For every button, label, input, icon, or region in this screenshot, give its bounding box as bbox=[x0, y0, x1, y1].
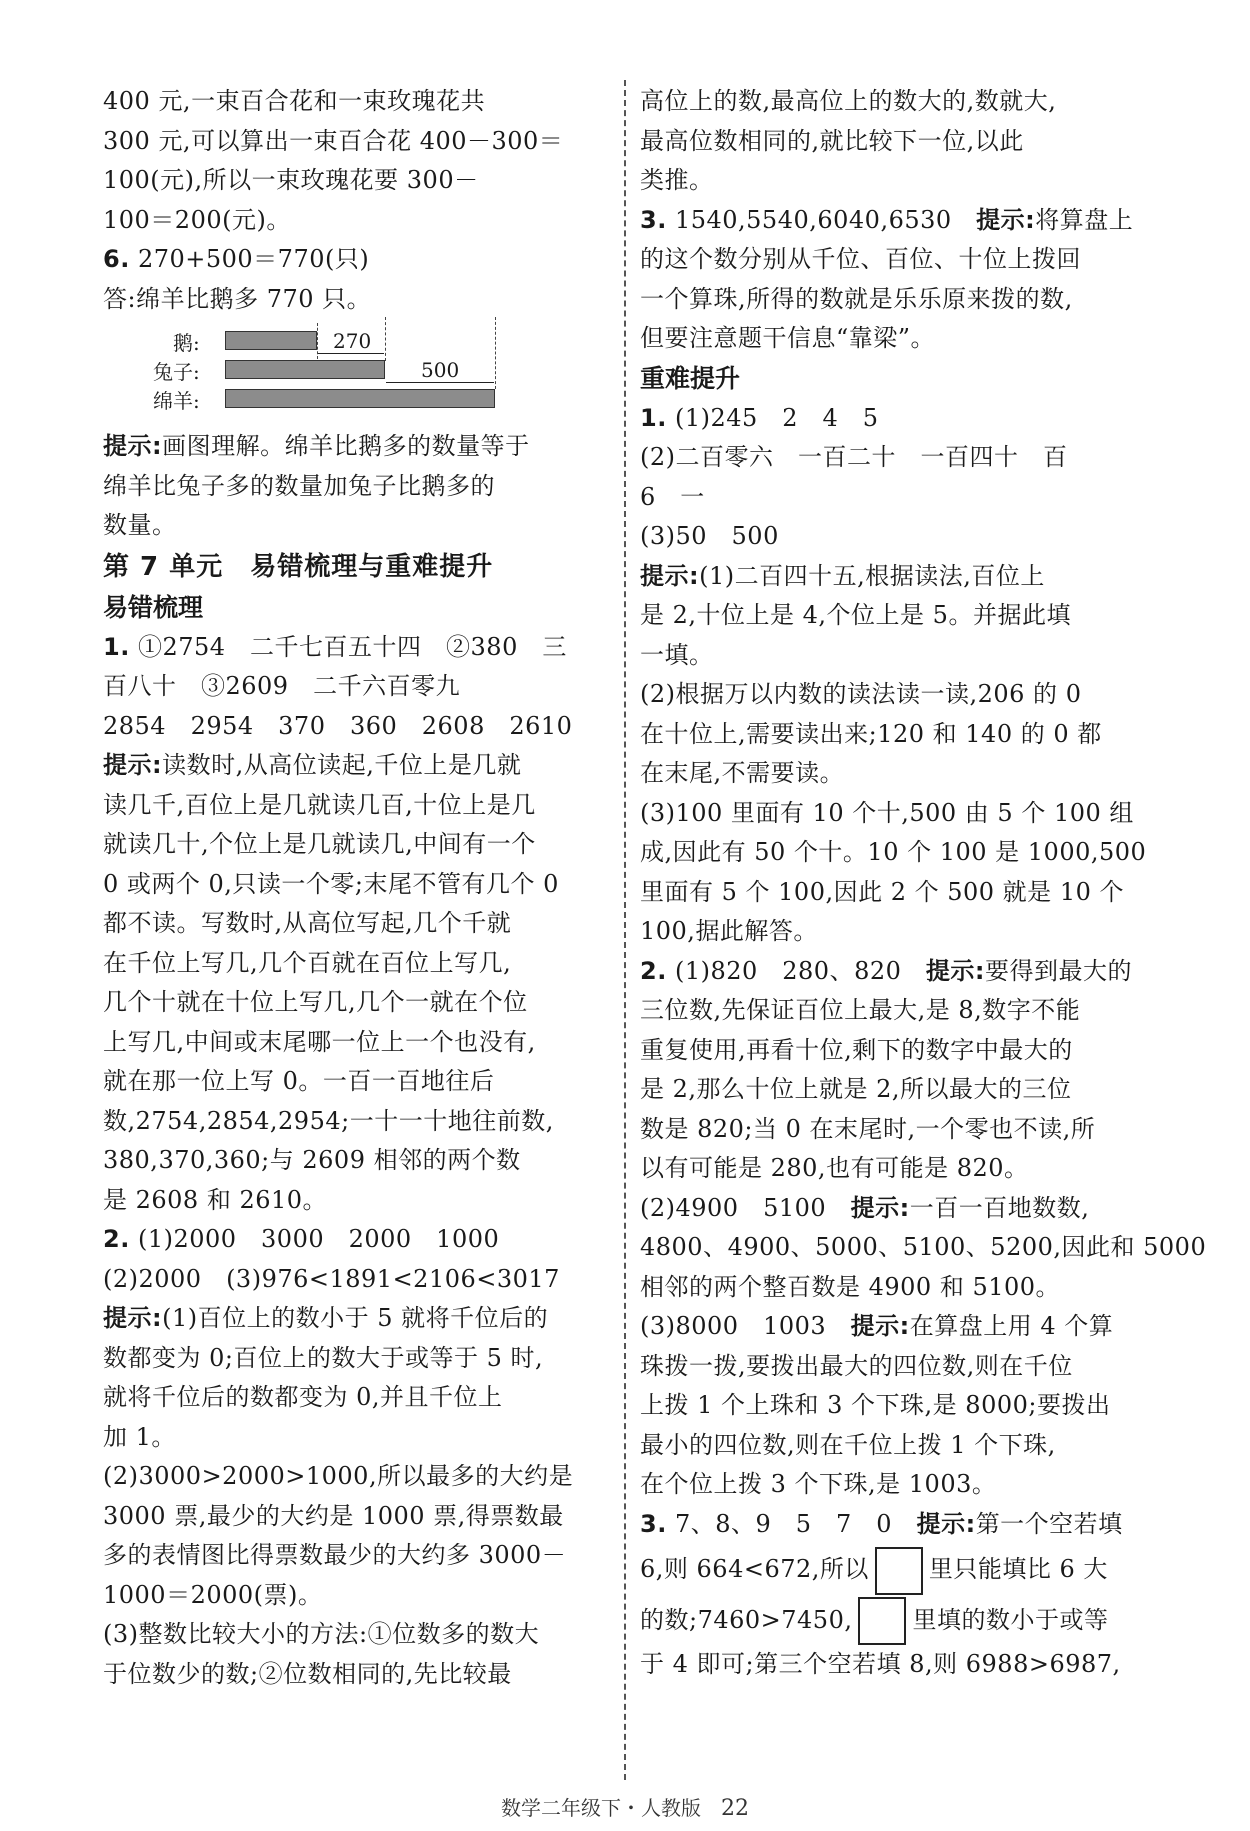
text-line: 就在那一位上写 0。一百一百地往后 bbox=[103, 1067, 495, 1095]
text-line: 100,据此解答。 bbox=[640, 917, 818, 945]
text-line: 1000＝2000(票)。 bbox=[103, 1580, 323, 1609]
hint-line: 提示:读数时,从高位读起,千位上是几就 bbox=[103, 751, 522, 779]
answer-box bbox=[858, 1597, 906, 1645]
question-6 bbox=[103, 240, 608, 280]
page-footer bbox=[0, 1792, 1250, 1821]
column-divider bbox=[624, 80, 626, 1780]
text-line: 高位上的数,最高位上的数大的,数就大, bbox=[640, 87, 1057, 115]
text-line: 100(元),所以一束玫瑰花要 300－ bbox=[103, 166, 479, 194]
text-line: 上拨 1 个上珠和 3 个下珠,是 8000;要拨出 bbox=[640, 1391, 1111, 1419]
hint-line: 提示:(1)百位上的数小于 5 就将千位后的 bbox=[103, 1304, 549, 1332]
value-500: 500 bbox=[421, 358, 460, 382]
right-column bbox=[640, 82, 1207, 1685]
text-line: 6,则 664<672,所以 里只能填比 6 大 bbox=[640, 1544, 1145, 1595]
hint-line: 提示:(1)二百四十五,根据读法,百位上 bbox=[640, 561, 1045, 590]
label-rabbit: 兔子: bbox=[153, 360, 200, 384]
text-line: 在末尾,不需要读。 bbox=[640, 759, 845, 787]
span-500 bbox=[386, 382, 494, 383]
text-line: 读几千,百位上是几就读几百,十位上是几 bbox=[103, 790, 536, 819]
text-line: (2)2000 (3)976<1891<2106<3017 bbox=[103, 1264, 560, 1293]
text-line: 三位数,先保证百位上最大,是 8,数字不能 bbox=[640, 996, 1081, 1024]
text-line: 加 1。 bbox=[103, 1422, 176, 1451]
question-3: 3. 1540,5540,6040,6530 提示:将算盘上 bbox=[640, 205, 1134, 234]
text-line: (2)4900 5100 提示:一百一百地数数, bbox=[640, 1193, 1090, 1222]
text-line: 里面有 5 个 100,因此 2 个 500 就是 10 个 bbox=[640, 877, 1124, 906]
text-line: 几个十就在十位上写几,几个一就在个位 bbox=[103, 988, 528, 1016]
text-line: 就将千位后的数都变为 0,并且千位上 bbox=[103, 1383, 503, 1411]
page-number: 22 bbox=[721, 1796, 749, 1821]
answer-box bbox=[875, 1547, 923, 1595]
text-line: 是 2608 和 2610。 bbox=[103, 1185, 328, 1214]
question-1: 1. (1)245 2 4 5 bbox=[640, 403, 879, 432]
text-line: 是 2,十位上是 4,个位上是 5。并据此填 bbox=[640, 601, 1071, 629]
value-270: 270 bbox=[333, 329, 372, 353]
footer-text: 数学二年级下・人教版 bbox=[501, 1796, 701, 1820]
text-line: 一填。 bbox=[640, 640, 714, 669]
text-line: 一个算珠,所得的数就是乐乐原来拨的数, bbox=[640, 284, 1073, 313]
goose-bar bbox=[225, 331, 317, 350]
text-line: 数是 820;当 0 在末尾时,一个零也不读,所 bbox=[640, 1114, 1096, 1143]
text-line: 是 2,那么十位上就是 2,所以最大的三位 bbox=[640, 1075, 1072, 1103]
text-line: (3)整数比较大小的方法:①位数多的数大 bbox=[103, 1620, 540, 1648]
text-line: 数,2754,2854,2954;一十一十地往前数, bbox=[103, 1106, 554, 1135]
text-line: 珠拨一拨,要拨出最大的四位数,则在千位 bbox=[640, 1351, 1073, 1380]
text-line: (2)3000>2000>1000,所以最多的大约是 bbox=[103, 1462, 574, 1490]
question-3: 3. 7、8、9 5 7 0 提示:第一个空若填 bbox=[640, 1509, 1123, 1538]
text-line: 在十位上,需要读出来;120 和 140 的 0 都 bbox=[640, 719, 1102, 748]
text-line: 300 元,可以算出一束百合花 400－300＝ bbox=[103, 126, 564, 155]
text-line: 400 元,一束百合花和一束玫瑰花共 bbox=[103, 87, 486, 115]
text-line: 数量。 bbox=[103, 511, 177, 539]
text-line: 相邻的两个整百数是 4900 和 5100。 bbox=[640, 1272, 1061, 1301]
text-line: 重复使用,再看十位,剩下的数字中最大的 bbox=[640, 1035, 1073, 1064]
text-line: (3)100 里面有 10 个十,500 由 5 个 100 组 bbox=[640, 798, 1134, 827]
text-line: (3)50 500 bbox=[640, 522, 779, 550]
text-line: 百八十 ③2609 二千六百零九 bbox=[103, 672, 461, 700]
text-line: 上写几,中间或末尾哪一位上一个也没有, bbox=[103, 1027, 536, 1056]
text-line: 都不读。写数时,从高位写起,几个千就 bbox=[103, 909, 512, 937]
text-line: (2)二百零六 一百二十 一百四十 百 bbox=[640, 443, 1068, 471]
text-line: 就读几十,个位上是几就读几,中间有一个 bbox=[103, 830, 536, 858]
bar-diagram bbox=[103, 323, 608, 423]
text-line: (2)根据万以内数的读法读一读,206 的 0 bbox=[640, 680, 1082, 708]
text-line: 最小的四位数,则在千位上拨 1 个下珠, bbox=[640, 1430, 1056, 1459]
rabbit-bar bbox=[225, 360, 385, 379]
hint-label: 提示: bbox=[103, 432, 163, 460]
unit-title: 第 7 单元 易错梳理与重难提升 bbox=[103, 551, 494, 582]
text-line: 以有可能是 280,也有可能是 820。 bbox=[640, 1154, 1029, 1182]
label-goose: 鹅: bbox=[173, 331, 200, 355]
question-1: 1. ①2754 二千七百五十四 ②380 三 bbox=[103, 632, 567, 661]
text-line: 的这个数分别从千位、百位、十位上拨回 bbox=[640, 245, 1081, 273]
question-2: 2. (1)820 280、820 提示:要得到最大的 bbox=[640, 956, 1132, 985]
text-line: 3000 票,最少的大约是 1000 票,得票数最 bbox=[103, 1501, 564, 1530]
text-line: 类推。 bbox=[640, 166, 714, 194]
dash-line bbox=[495, 317, 496, 389]
equation: 270+500＝770(只) bbox=[129, 245, 370, 273]
label-sheep: 绵羊: bbox=[153, 389, 200, 413]
dash-line bbox=[385, 317, 386, 361]
text-line: 数都变为 0;百位上的数大于或等于 5 时, bbox=[103, 1343, 544, 1372]
sheep-bar bbox=[225, 389, 495, 408]
text-line: 最高位数相同的,就比较下一位,以此 bbox=[640, 126, 1024, 155]
answer-line: 答:绵羊比鹅多 770 只。 bbox=[103, 284, 372, 313]
text-line: 在个位上拨 3 个下珠,是 1003。 bbox=[640, 1470, 997, 1498]
hint-line: 提示:画图理解。绵羊比鹅多的数量等于 bbox=[103, 432, 530, 460]
section-title: 重难提升 bbox=[640, 363, 741, 393]
text-line: 6 一 bbox=[640, 482, 705, 511]
text-line: 多的表情图比得票数最少的大约多 3000－ bbox=[103, 1541, 567, 1569]
left-column bbox=[103, 82, 608, 1694]
text-line: (3)8000 1003 提示:在算盘上用 4 个算 bbox=[640, 1312, 1114, 1340]
text-line: 于 4 即可;第三个空若填 8,则 6988>6987, bbox=[640, 1650, 1121, 1678]
text-line: 380,370,360;与 2609 相邻的两个数 bbox=[103, 1146, 521, 1174]
text-line: 的数;7460>7450, 里填的数小于或等 bbox=[640, 1595, 1145, 1646]
text-line: 2854 2954 370 360 2608 2610 bbox=[103, 711, 573, 740]
section-title: 易错梳理 bbox=[103, 592, 204, 622]
span-270 bbox=[318, 353, 384, 354]
text-line: 成,因此有 50 个十。10 个 100 是 1000,500 bbox=[640, 838, 1147, 866]
question-number: 6. bbox=[103, 245, 130, 273]
text-line: 100＝200(元)。 bbox=[103, 205, 291, 234]
text-line: 4800、4900、5000、5100、5200,因此和 5000 bbox=[640, 1233, 1207, 1261]
text-line: 在千位上写几,几个百就在百位上写几, bbox=[103, 948, 512, 977]
question-2: 2. (1)2000 3000 2000 1000 bbox=[103, 1225, 500, 1253]
text-line: 绵羊比兔子多的数量加兔子比鹅多的 bbox=[103, 471, 495, 500]
text-line: 0 或两个 0,只读一个零;末尾不管有几个 0 bbox=[103, 869, 559, 898]
text-line: 于位数少的数;②位数相同的,先比较最 bbox=[103, 1659, 512, 1688]
text-line: 但要注意题干信息“靠梁”。 bbox=[640, 324, 936, 352]
